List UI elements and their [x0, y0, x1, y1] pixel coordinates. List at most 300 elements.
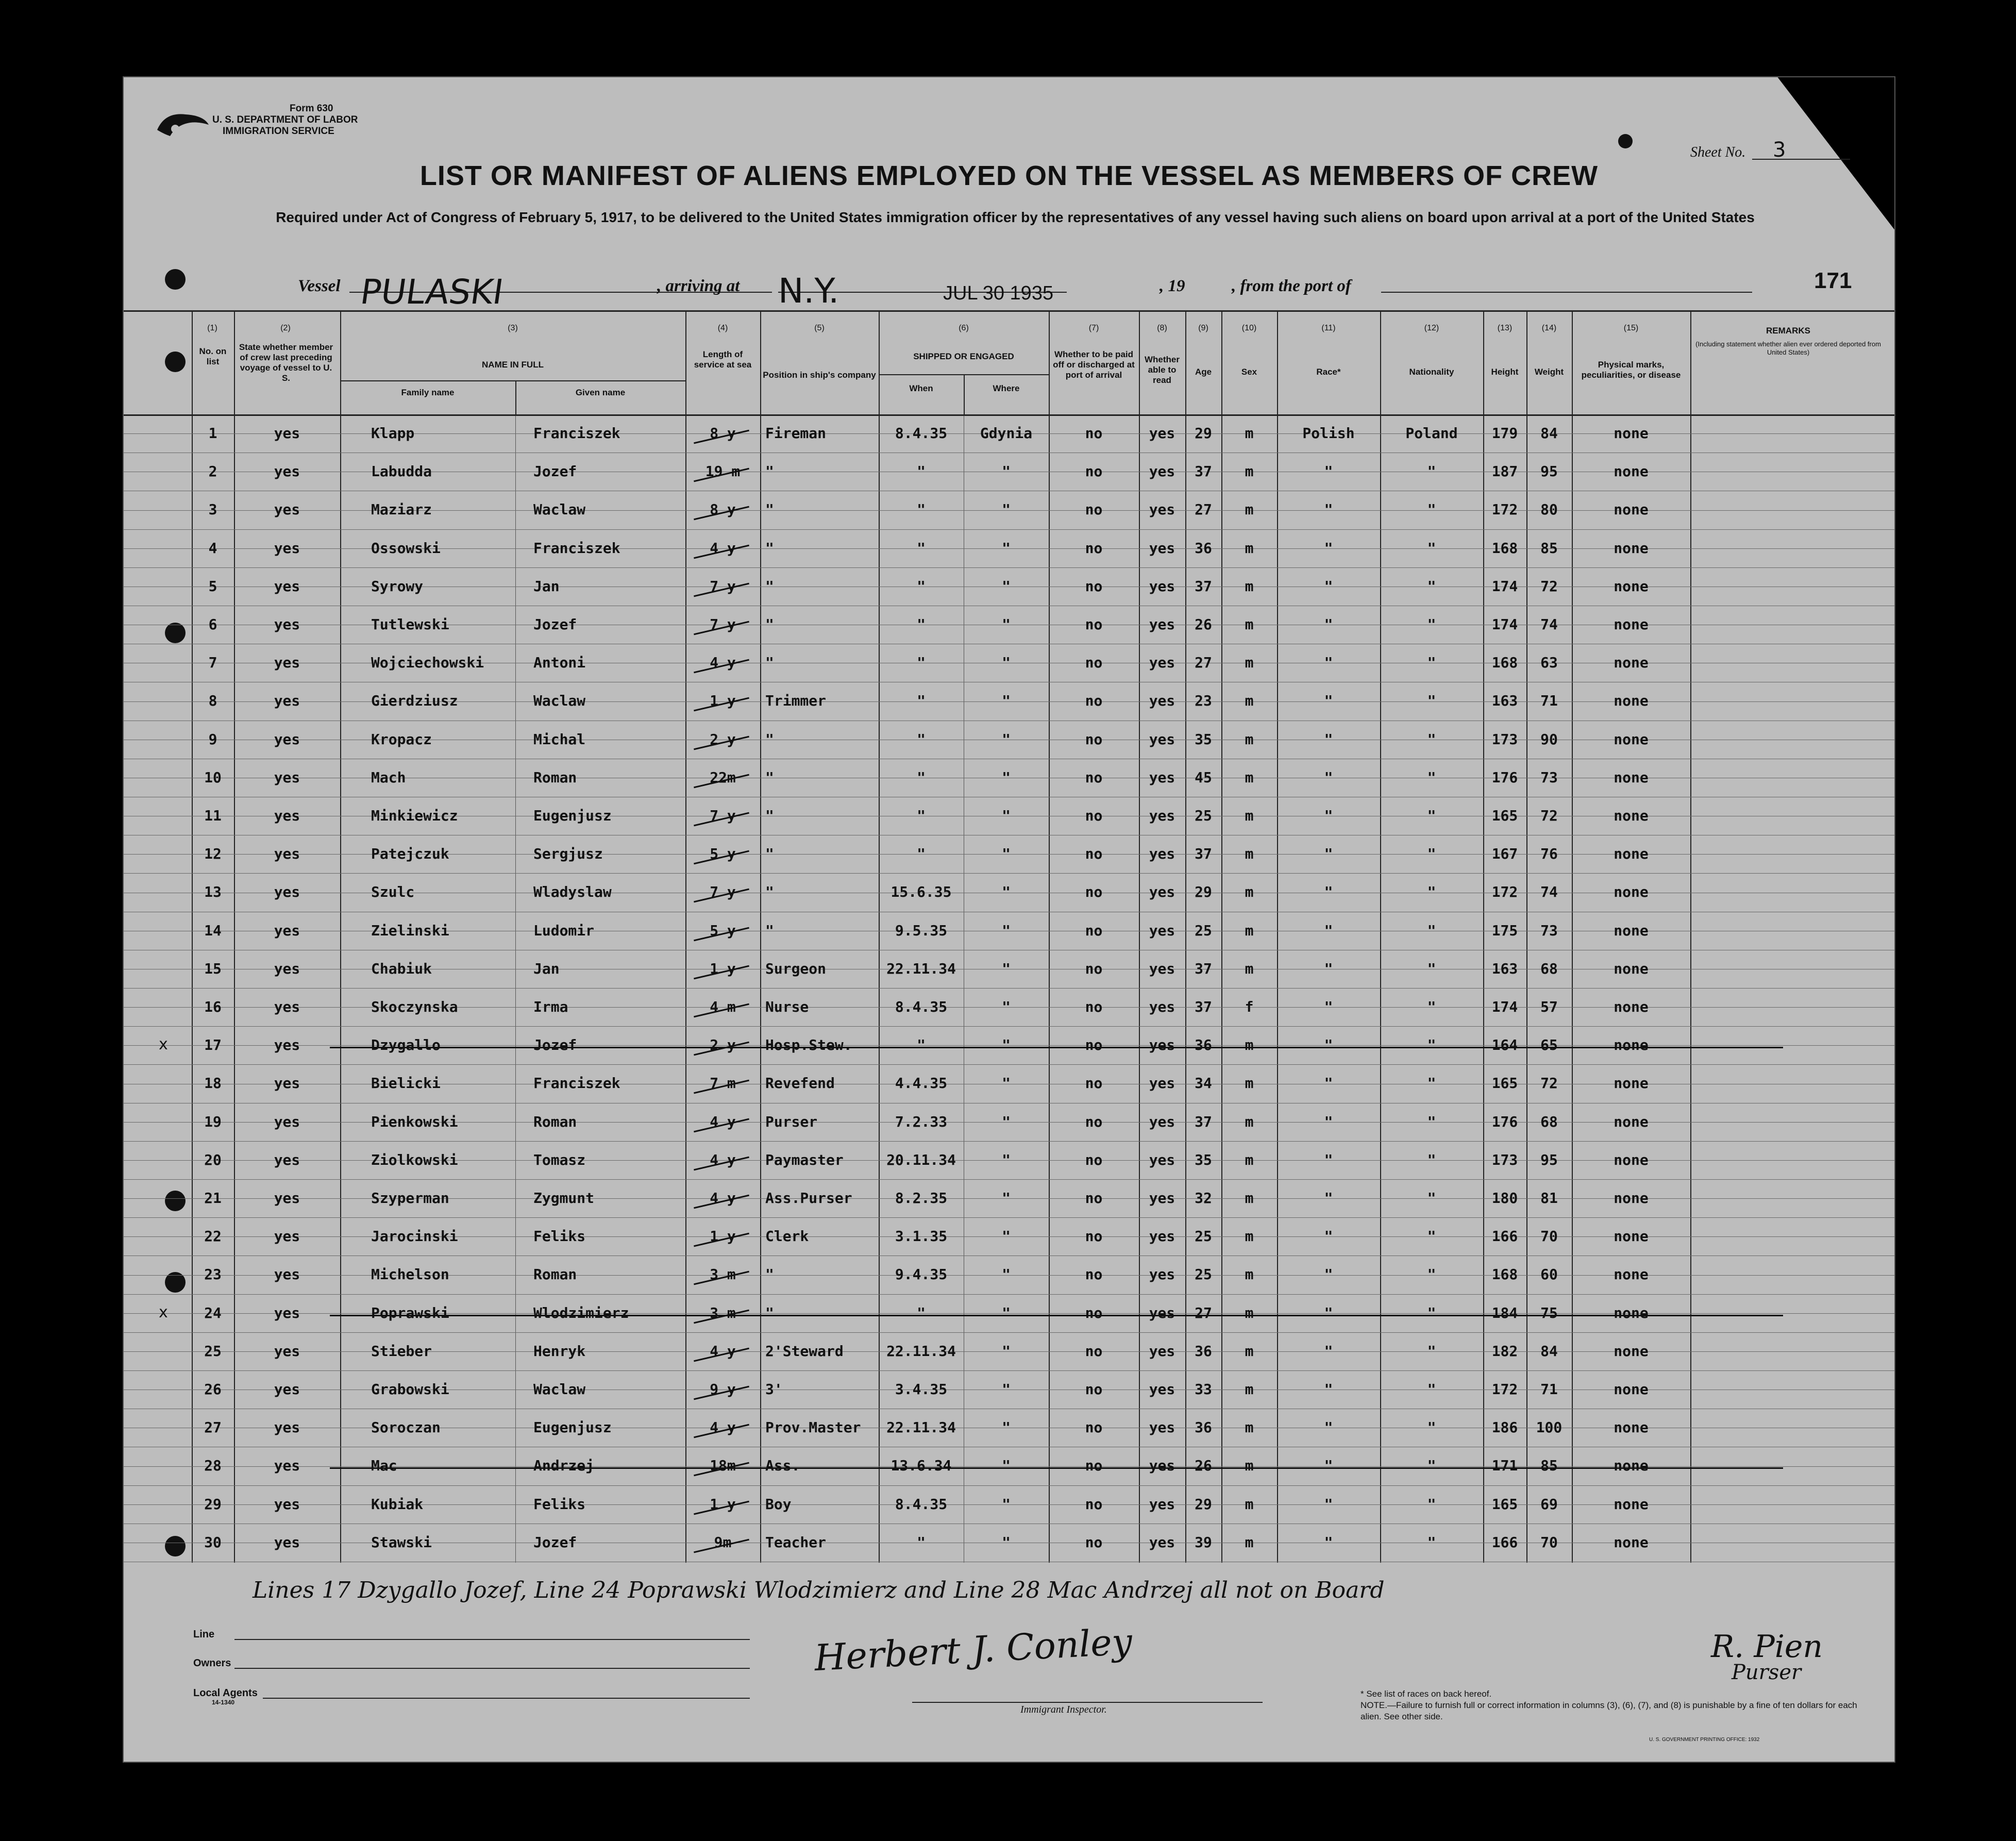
cell-shipped-when: " [917, 539, 926, 557]
cell-height: 174 [1491, 616, 1518, 633]
cell-length-of-service: 4 y [710, 1190, 736, 1207]
cell-sex: m [1245, 768, 1254, 786]
cell-weight: 84 [1540, 1342, 1558, 1360]
punch-hole [1618, 134, 1633, 148]
cell-weight: 71 [1540, 692, 1558, 710]
cell-family-name: Mac [371, 1457, 397, 1475]
cell-position: " [765, 883, 774, 901]
cell-row-number: 27 [204, 1419, 222, 1436]
cell-able-to-read: yes [1149, 1419, 1175, 1436]
col-10-header: Sex [1241, 367, 1257, 377]
when-header: When [909, 383, 933, 393]
cell-race: " [1324, 539, 1333, 557]
cell-given-name: Antoni [533, 654, 586, 672]
cell-shipped-where: " [1002, 1075, 1011, 1092]
cell-shipped-where: " [1002, 1113, 1011, 1130]
cell-given-name: Jozef [533, 1533, 577, 1551]
cell-given-name: Andrzej [533, 1457, 595, 1475]
owners-label: Owners [193, 1658, 231, 1669]
shipped-split-rule [964, 374, 965, 414]
cell-row-number: 7 [208, 654, 217, 672]
cell-family-name: Ossowski [371, 539, 441, 557]
cell-given-name: Franciszek [533, 539, 620, 557]
cell-row-number: 24 [204, 1304, 222, 1321]
cell-shipped-where: " [1002, 960, 1011, 977]
from-port-label: , from the port of [1232, 277, 1351, 295]
cell-shipped-when: " [917, 654, 926, 672]
cell-member-last-voyage: yes [274, 1075, 300, 1092]
col-4-header: Length of service at sea [694, 349, 752, 370]
cell-nationality: " [1427, 1381, 1436, 1398]
cell-physical-marks: none [1614, 1190, 1649, 1207]
cell-physical-marks: none [1614, 1304, 1649, 1321]
cell-height: 187 [1491, 463, 1518, 480]
cell-age: 26 [1195, 1457, 1212, 1475]
cell-paid-off: no [1085, 654, 1103, 672]
cell-nationality: " [1427, 1304, 1436, 1321]
cell-age: 25 [1195, 1266, 1212, 1283]
cell-member-last-voyage: yes [274, 1036, 300, 1054]
cell-paid-off: no [1085, 1151, 1103, 1168]
cell-sex: m [1245, 425, 1254, 442]
ruled-line [124, 873, 1894, 874]
col-7-number: (7) [1088, 324, 1099, 332]
header-bottom-rule [124, 414, 1894, 416]
cell-race: " [1324, 768, 1333, 786]
cell-weight: 73 [1540, 922, 1558, 939]
line-fill-line [234, 1639, 750, 1640]
cell-length-of-service: 7 m [710, 1075, 736, 1092]
strike-through [330, 1467, 1783, 1469]
cell-given-name: Jan [533, 960, 560, 977]
handwritten-note: Lines 17 Dzygallo Jozef, Line 24 Poprawski Wlodzimierz and Line 28 Mac Andrzej all not on Board [253, 1577, 1385, 1603]
cell-family-name: Szulc [371, 883, 415, 901]
cell-position: Fireman [765, 425, 827, 442]
cell-race: " [1324, 1266, 1333, 1283]
cell-family-name: Kubiak [371, 1495, 424, 1513]
cell-member-last-voyage: yes [274, 1266, 300, 1283]
cell-family-name: Zielinski [371, 922, 449, 939]
cell-sex: m [1245, 807, 1254, 824]
cell-weight: 72 [1540, 577, 1558, 595]
cell-length-of-service: 1 y [710, 960, 736, 977]
cell-member-last-voyage: yes [274, 1381, 300, 1398]
cell-given-name: Wlodzimierz [533, 1304, 629, 1321]
cell-shipped-where: " [1002, 845, 1011, 863]
line-label: Line [193, 1629, 215, 1640]
cell-nationality: " [1427, 1342, 1436, 1360]
cell-sex: m [1245, 654, 1254, 672]
cell-row-number: 1 [208, 425, 217, 442]
cell-paid-off: no [1085, 692, 1103, 710]
cell-sex: m [1245, 1381, 1254, 1398]
cell-able-to-read: yes [1149, 1266, 1175, 1283]
col-3-header: NAME IN FULL [482, 360, 544, 370]
col-11-header: Race* [1316, 367, 1341, 377]
cell-physical-marks: none [1614, 1113, 1649, 1130]
cell-shipped-when: " [917, 845, 926, 863]
cell-paid-off: no [1085, 1304, 1103, 1321]
cell-age: 25 [1195, 807, 1212, 824]
cell-physical-marks: none [1614, 1075, 1649, 1092]
cell-length-of-service: 9 y [710, 1381, 736, 1398]
sheet-number: 3 [1773, 138, 1786, 162]
cell-physical-marks: none [1614, 654, 1649, 672]
cell-age: 34 [1195, 1075, 1212, 1092]
cell-family-name: Grabowski [371, 1381, 449, 1398]
cell-shipped-when: 9.5.35 [895, 922, 948, 939]
cell-row-number: 10 [204, 768, 222, 786]
cell-height: 173 [1491, 730, 1518, 748]
cell-length-of-service: 5 y [710, 845, 736, 863]
ruled-line [124, 1294, 1894, 1295]
cell-family-name: Gierdziusz [371, 692, 458, 710]
cell-sex: m [1245, 730, 1254, 748]
cell-family-name: Maziarz [371, 501, 432, 518]
cell-paid-off: no [1085, 425, 1103, 442]
cell-position: Trimmer [765, 692, 827, 710]
cell-nationality: " [1427, 768, 1436, 786]
cell-race: " [1324, 960, 1333, 977]
cell-shipped-where: " [1002, 1036, 1011, 1054]
cell-row-number: 8 [208, 692, 217, 710]
cell-shipped-when: 22.11.34 [886, 1419, 956, 1436]
cell-age: 37 [1195, 845, 1212, 863]
cell-physical-marks: none [1614, 730, 1649, 748]
cell-family-name: Kropacz [371, 730, 432, 748]
cell-physical-marks: none [1614, 463, 1649, 480]
ruled-line [124, 1217, 1894, 1218]
date-stamp: JUL 30 1935 [943, 282, 1054, 304]
col-2-header: State whether member of crew last preceding voyage of vessel to U. S. [239, 342, 333, 383]
cell-paid-off: no [1085, 998, 1103, 1015]
cell-given-name: Roman [533, 1266, 577, 1283]
family-name-header: Family name [401, 388, 455, 397]
col-11-number: (11) [1321, 324, 1336, 332]
cell-nationality: " [1427, 616, 1436, 633]
cell-height: 167 [1491, 845, 1518, 863]
cell-paid-off: no [1085, 1190, 1103, 1207]
cell-shipped-when: 8.4.35 [895, 1495, 948, 1513]
column-rule [1690, 310, 1691, 1563]
cell-age: 27 [1195, 1304, 1212, 1321]
cell-height: 176 [1491, 1113, 1518, 1130]
cell-position: Surgeon [765, 960, 827, 977]
cell-height: 163 [1491, 960, 1518, 977]
cell-shipped-when: 15.6.35 [891, 883, 952, 901]
cell-height: 164 [1491, 1036, 1518, 1054]
cell-height: 171 [1491, 1457, 1518, 1475]
col-7-header: Whether to be paid off or discharged at port of arrival [1053, 349, 1135, 380]
cell-position: Clerk [765, 1228, 809, 1245]
cell-race: " [1324, 1457, 1333, 1475]
cell-race: " [1324, 1304, 1333, 1321]
cell-position: " [765, 463, 774, 480]
cell-position: Teacher [765, 1533, 827, 1551]
cell-physical-marks: none [1614, 692, 1649, 710]
cell-able-to-read: yes [1149, 616, 1175, 633]
cell-row-number: 5 [208, 577, 217, 595]
cell-physical-marks: none [1614, 1381, 1649, 1398]
cell-race: " [1324, 1190, 1333, 1207]
cell-shipped-where: " [1002, 501, 1011, 518]
cell-sex: m [1245, 692, 1254, 710]
cell-able-to-read: yes [1149, 960, 1175, 977]
cell-nationality: " [1427, 730, 1436, 748]
cell-given-name: Wladyslaw [533, 883, 612, 901]
cell-paid-off: no [1085, 1533, 1103, 1551]
ruled-line [124, 1064, 1894, 1065]
cell-able-to-read: yes [1149, 1190, 1175, 1207]
cell-paid-off: no [1085, 883, 1103, 901]
cell-race: " [1324, 1228, 1333, 1245]
cell-physical-marks: none [1614, 1533, 1649, 1551]
cell-row-number: 18 [204, 1075, 222, 1092]
cell-age: 37 [1195, 998, 1212, 1015]
cell-age: 29 [1195, 1495, 1212, 1513]
cell-weight: 74 [1540, 883, 1558, 901]
cell-position: " [765, 768, 774, 786]
cell-length-of-service: 2 y [710, 730, 736, 748]
col-10-number: (10) [1241, 324, 1257, 332]
cell-paid-off: no [1085, 807, 1103, 824]
cell-race: " [1324, 463, 1333, 480]
ruled-line [124, 529, 1894, 530]
cell-row-number: 3 [208, 501, 217, 518]
cell-row-number: 22 [204, 1228, 222, 1245]
cell-row-number: 28 [204, 1457, 222, 1475]
column-rule [760, 310, 761, 1563]
cell-sex: m [1245, 1036, 1254, 1054]
cell-position: " [765, 730, 774, 748]
col-1-header: No. on list [199, 346, 227, 366]
cell-height: 166 [1491, 1228, 1518, 1245]
cell-position: Prov.Master [765, 1419, 861, 1436]
cell-length-of-service: 4 y [710, 1113, 736, 1130]
cell-weight: 60 [1540, 1266, 1558, 1283]
cell-paid-off: no [1085, 1228, 1103, 1245]
cell-height: 184 [1491, 1304, 1518, 1321]
col-3-number: (3) [508, 324, 518, 332]
cell-length-of-service: 4 y [710, 1151, 736, 1168]
col-5-header: Position in ship's company [763, 370, 876, 380]
cell-height: 168 [1491, 1266, 1518, 1283]
cell-length-of-service: 1 y [710, 692, 736, 710]
cell-family-name: Mach [371, 768, 406, 786]
cell-shipped-where: " [1002, 1151, 1011, 1168]
where-header: Where [993, 383, 1020, 393]
cell-weight: 73 [1540, 768, 1558, 786]
cell-paid-off: no [1085, 1113, 1103, 1130]
cell-length-of-service: 8 y [710, 501, 736, 518]
cell-position: 2'Steward [765, 1342, 844, 1360]
cell-family-name: Tutlewski [371, 616, 449, 633]
cell-shipped-where: " [1002, 616, 1011, 633]
cell-family-name: Labudda [371, 463, 432, 480]
page-number: 171 [1814, 268, 1852, 293]
cell-race: " [1324, 1075, 1333, 1092]
cell-shipped-where: " [1002, 1228, 1011, 1245]
cell-height: 182 [1491, 1342, 1518, 1360]
cell-shipped-when: " [917, 692, 926, 710]
cell-sex: m [1245, 1342, 1254, 1360]
cell-member-last-voyage: yes [274, 768, 300, 786]
cell-sex: m [1245, 1304, 1254, 1321]
cell-shipped-where: " [1002, 539, 1011, 557]
cell-height: 165 [1491, 1075, 1518, 1092]
local-agents-label: Local Agents [193, 1687, 258, 1699]
col-14-header: Weight [1534, 367, 1564, 377]
cell-shipped-when: " [917, 1304, 926, 1321]
col-9-header: Age [1195, 367, 1212, 377]
cell-length-of-service: 19 m [705, 463, 741, 480]
cell-race: " [1324, 845, 1333, 863]
cell-shipped-where: " [1002, 1419, 1011, 1436]
ruled-line [124, 1141, 1894, 1142]
cell-able-to-read: yes [1149, 845, 1175, 863]
cell-row-number: 2 [208, 463, 217, 480]
cell-height: 174 [1491, 998, 1518, 1015]
cell-paid-off: no [1085, 463, 1103, 480]
cell-shipped-where: " [1002, 768, 1011, 786]
cell-sex: m [1245, 883, 1254, 901]
cell-length-of-service: 1 y [710, 1228, 736, 1245]
cell-member-last-voyage: yes [274, 998, 300, 1015]
cell-physical-marks: none [1614, 768, 1649, 786]
cell-nationality: " [1427, 654, 1436, 672]
cell-able-to-read: yes [1149, 998, 1175, 1015]
cell-sex: m [1245, 1457, 1254, 1475]
cell-shipped-where: " [1002, 730, 1011, 748]
cell-able-to-read: yes [1149, 1151, 1175, 1168]
cell-nationality: " [1427, 1457, 1436, 1475]
cell-given-name: Michal [533, 730, 586, 748]
cell-member-last-voyage: yes [274, 501, 300, 518]
cell-paid-off: no [1085, 1457, 1103, 1475]
cell-length-of-service: 9m [714, 1533, 732, 1551]
cell-race: " [1324, 1533, 1333, 1551]
cell-sex: m [1245, 1075, 1254, 1092]
cell-row-number: 12 [204, 845, 222, 863]
cell-shipped-where: " [1002, 1266, 1011, 1283]
cell-able-to-read: yes [1149, 768, 1175, 786]
cell-able-to-read: yes [1149, 1113, 1175, 1130]
cell-given-name: Sergjusz [533, 845, 603, 863]
cell-sex: m [1245, 539, 1254, 557]
cell-physical-marks: none [1614, 539, 1649, 557]
cell-race: " [1324, 1342, 1333, 1360]
cell-able-to-read: yes [1149, 577, 1175, 595]
cell-age: 26 [1195, 616, 1212, 633]
cell-age: 32 [1195, 1190, 1212, 1207]
footer-notes [1360, 1688, 1876, 1722]
cell-given-name: Eugenjusz [533, 807, 612, 824]
cell-able-to-read: yes [1149, 654, 1175, 672]
cell-row-number: 16 [204, 998, 222, 1015]
cell-able-to-read: yes [1149, 692, 1175, 710]
cell-paid-off: no [1085, 1419, 1103, 1436]
cell-family-name: Syrowy [371, 577, 424, 595]
cell-length-of-service: 4 y [710, 1419, 736, 1436]
cell-member-last-voyage: yes [274, 1342, 300, 1360]
cell-row-number: 6 [208, 616, 217, 633]
cell-able-to-read: yes [1149, 1342, 1175, 1360]
cell-shipped-when: 4.4.35 [895, 1075, 948, 1092]
col-5-number: (5) [814, 324, 825, 332]
cell-shipped-when: 20.11.34 [886, 1151, 956, 1168]
cell-nationality: " [1427, 883, 1436, 901]
cell-race: " [1324, 1036, 1333, 1054]
cell-height: 165 [1491, 1495, 1518, 1513]
cell-position: " [765, 807, 774, 824]
col-9-number: (9) [1198, 324, 1208, 332]
cell-nationality: " [1427, 1266, 1436, 1283]
cell-race: Polish [1302, 425, 1355, 442]
cell-member-last-voyage: yes [274, 960, 300, 977]
cell-length-of-service: 18m [710, 1457, 736, 1475]
cell-shipped-where: " [1002, 463, 1011, 480]
cell-family-name: Michelson [371, 1266, 449, 1283]
manifest-page [123, 76, 1895, 1763]
cell-weight: 68 [1540, 960, 1558, 977]
cell-weight: 95 [1540, 463, 1558, 480]
cell-nationality: " [1427, 539, 1436, 557]
cell-shipped-when: " [917, 501, 926, 518]
cell-member-last-voyage: yes [274, 845, 300, 863]
cell-paid-off: no [1085, 577, 1103, 595]
cell-given-name: Henryk [533, 1342, 586, 1360]
cell-sex: m [1245, 463, 1254, 480]
page-title: LIST OR MANIFEST OF ALIENS EMPLOYED ON THE VESSEL AS MEMBERS OF CREW [419, 160, 1599, 191]
from-port-fill-line [1381, 292, 1752, 293]
cell-physical-marks: none [1614, 616, 1649, 633]
cell-paid-off: no [1085, 960, 1103, 977]
cell-physical-marks: none [1614, 883, 1649, 901]
cell-sex: m [1245, 1266, 1254, 1283]
cell-length-of-service: 7 y [710, 577, 736, 595]
cell-family-name: Szyperman [371, 1190, 449, 1207]
cell-member-last-voyage: yes [274, 807, 300, 824]
cell-length-of-service: 5 y [710, 922, 736, 939]
cell-shipped-where: " [1002, 1381, 1011, 1398]
cell-family-name: Klapp [371, 425, 415, 442]
strike-through [330, 1047, 1783, 1048]
cell-weight: 84 [1540, 425, 1558, 442]
form-info [212, 103, 358, 137]
cell-sex: m [1245, 845, 1254, 863]
cell-given-name: Waclaw [533, 1381, 586, 1398]
cell-shipped-when: " [917, 807, 926, 824]
cell-position: Ass. [765, 1457, 800, 1475]
cell-length-of-service: 1 y [710, 1495, 736, 1513]
cell-row-number: 29 [204, 1495, 222, 1513]
cell-race: " [1324, 883, 1333, 901]
cell-race: " [1324, 730, 1333, 748]
cell-shipped-where: " [1002, 692, 1011, 710]
cell-sex: m [1245, 1495, 1254, 1513]
cell-shipped-when: 8.4.35 [895, 998, 948, 1015]
cell-nationality: " [1427, 807, 1436, 824]
service-name: IMMIGRATION SERVICE [223, 126, 334, 137]
cell-shipped-where: " [1002, 922, 1011, 939]
cell-age: 27 [1195, 654, 1212, 672]
cell-age: 29 [1195, 883, 1212, 901]
cell-age: 37 [1195, 463, 1212, 480]
cell-age: 36 [1195, 1419, 1212, 1436]
table-top-rule [124, 310, 1894, 312]
cell-height: 163 [1491, 692, 1518, 710]
cell-nationality: " [1427, 1419, 1436, 1436]
